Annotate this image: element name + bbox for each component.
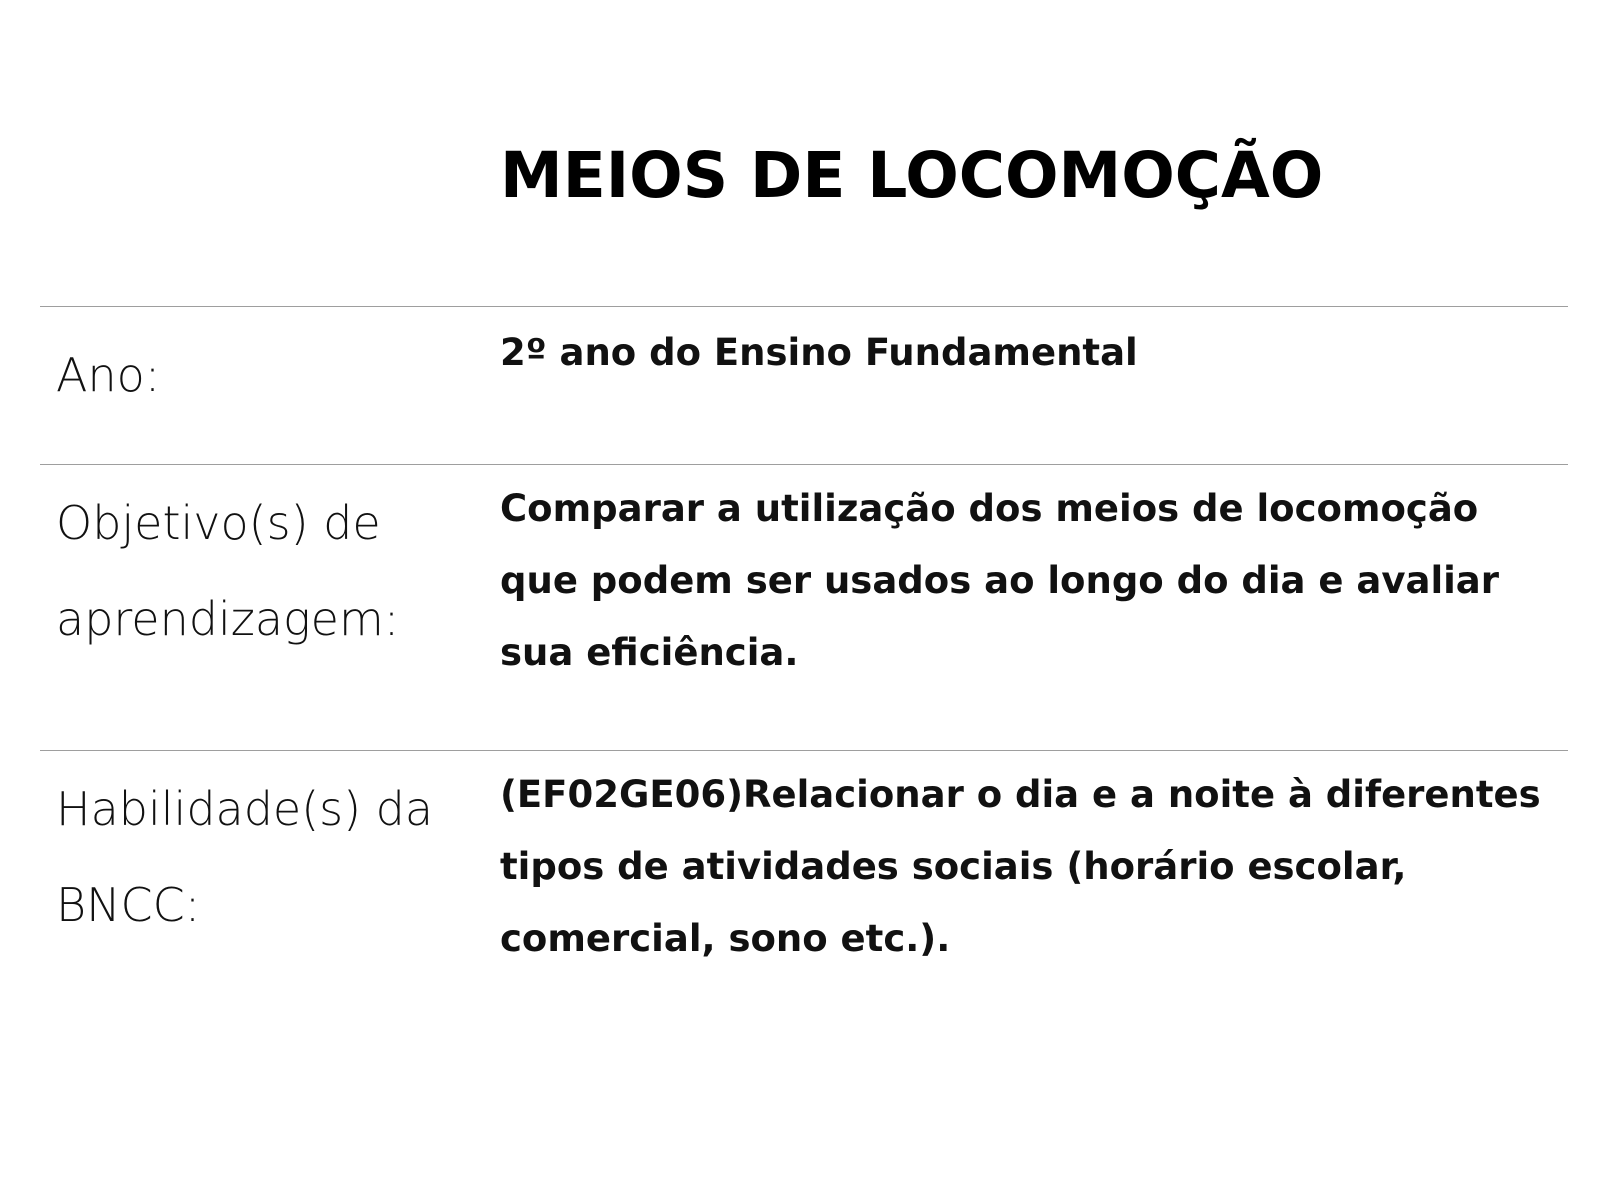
- row-label-ano: Ano:: [56, 348, 161, 402]
- lesson-info-table: [40, 306, 1568, 1010]
- row-value-habilidade: (EF02GE06)Relacionar o dia e a noite à diferentes tipos de atividades sociais (horário escolar, comercial, sono etc.).: [500, 773, 1541, 960]
- row-value-objetivo: Comparar a utilização dos meios de locomoção que podem ser usados ao longo do dia e avaliar sua eficiência.: [500, 487, 1500, 674]
- row-value-ano: 2º ano do Ensino Fundamental: [500, 331, 1138, 374]
- row-label-objetivo: Objetivo(s) de aprendizagem:: [56, 496, 400, 646]
- row-label-habilidade: Habilidade(s) da BNCC:: [56, 782, 434, 932]
- page-title: MEIOS DE LOCOMOÇÃO: [500, 139, 1324, 212]
- table-row-habilidade: [40, 750, 1568, 1010]
- table-row-objetivo: [40, 464, 1568, 750]
- table-row-ano: [40, 306, 1568, 464]
